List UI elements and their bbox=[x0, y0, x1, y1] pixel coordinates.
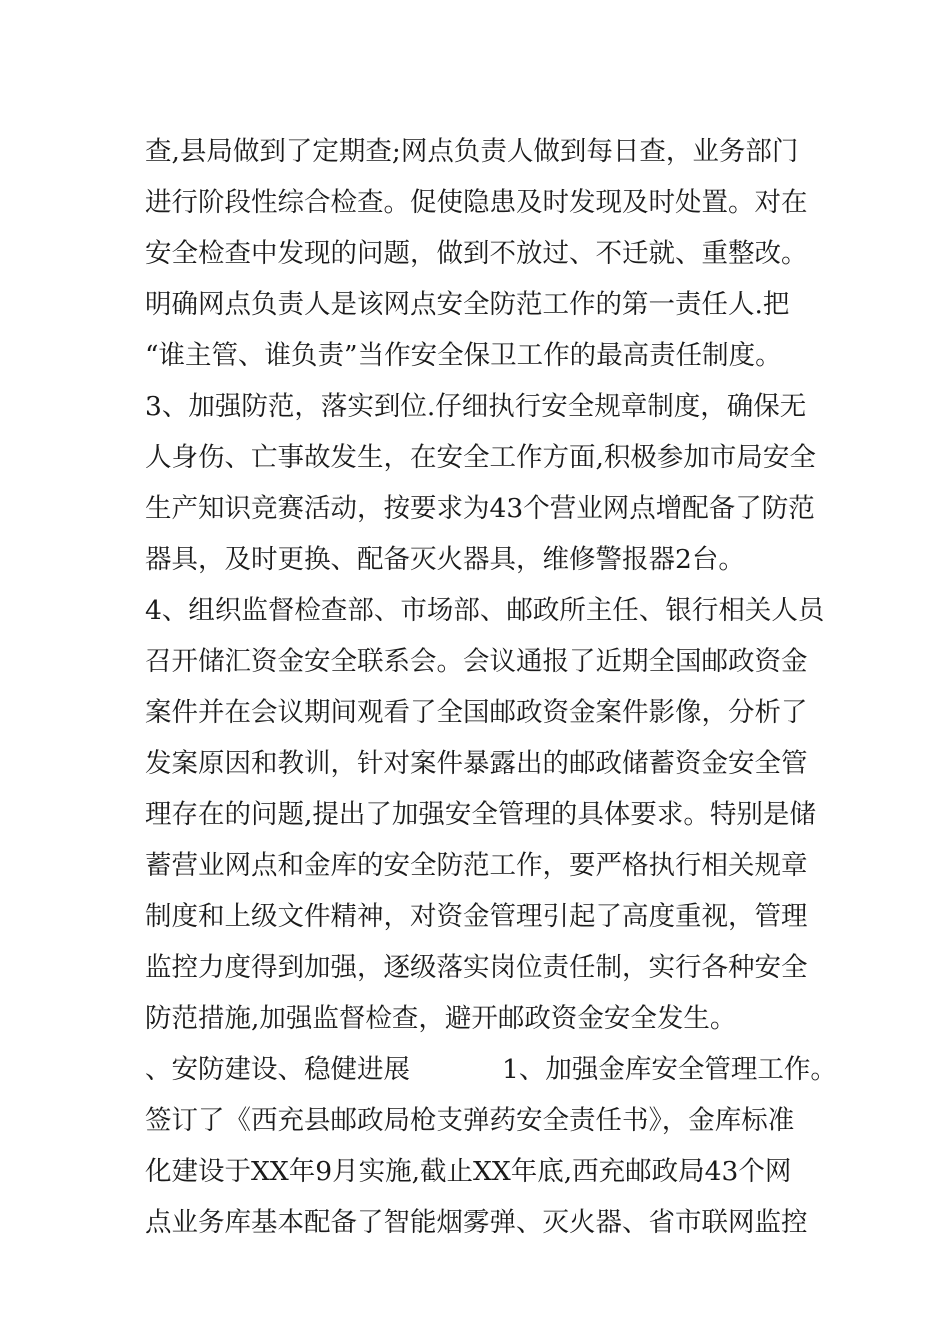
text-line: 召开储汇资金安全联系会。会议通报了近期全国邮政资金 bbox=[145, 646, 808, 677]
text-line: 案件并在会议期间观看了全国邮政资金案件影像，分析了 bbox=[145, 697, 808, 728]
text-line: 查,县局做到了定期查;网点负责人做到每日查，业务部门 bbox=[145, 136, 799, 167]
text-line: “谁主管、谁负责”当作安全保卫工作的最高责任制度。 bbox=[145, 340, 782, 371]
text-line: 生产知识竞赛活动，按要求为43个营业网点增配备了防范 bbox=[145, 493, 815, 524]
text-line: 蓄营业网点和金库的安全防范工作，要严格执行相关规章 bbox=[145, 850, 808, 881]
text-line: 理存在的问题,提出了加强安全管理的具体要求。特别是储 bbox=[145, 799, 816, 830]
text-line: 化建设于XX年9月实施,截止XX年底,西充邮政局43个网 bbox=[145, 1156, 792, 1187]
body-text bbox=[145, 126, 837, 1248]
text-line: 制度和上级文件精神，对资金管理引起了高度重视，管理 bbox=[145, 901, 808, 932]
text-line: 4、组织监督检查部、市场部、邮政所主任、银行相关人员 bbox=[145, 595, 825, 626]
text-line: 监控力度得到加强，逐级落实岗位责任制，实行各种安全 bbox=[145, 952, 808, 983]
subsection-heading: 1、加强金库安全管理工作。 bbox=[502, 1054, 837, 1085]
text-line: 3、加强防范，落实到位.仔细执行安全规章制度，确保无 bbox=[145, 391, 807, 422]
text-line: 安全检查中发现的问题，做到不放过、不迁就、重整改。 bbox=[145, 238, 808, 269]
section-heading: 、安防建设、稳健进展 bbox=[145, 1054, 410, 1085]
text-line: 点业务库基本配备了智能烟雾弹、灭火器、省市联网监控 bbox=[145, 1207, 808, 1238]
text-line: 防范措施,加强监督检查，避开邮政资金安全发生。 bbox=[145, 1003, 737, 1034]
text-line: 明确网点负责人是该网点安全防范工作的第一责任人.把 bbox=[145, 289, 790, 320]
text-line: 进行阶段性综合检查。促使隐患及时发现及时处置。对在 bbox=[145, 187, 808, 218]
text-line: 人身伤、亡事故发生，在安全工作方面,积极参加市局安全 bbox=[145, 442, 816, 473]
text-line: 签订了《西充县邮政局枪支弹药安全责任书》，金库标准 bbox=[145, 1105, 795, 1136]
text-line: 发案原因和教训，针对案件暴露出的邮政储蓄资金安全管 bbox=[145, 748, 808, 779]
section-heading-line bbox=[145, 1044, 837, 1095]
text-line: 器具，及时更换、配备灭火器具，维修警报器2台。 bbox=[145, 544, 745, 575]
